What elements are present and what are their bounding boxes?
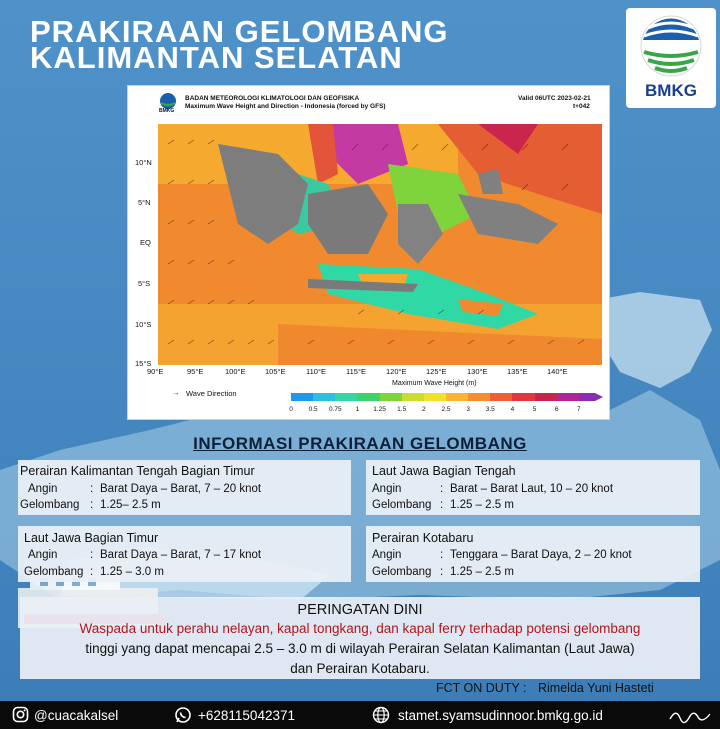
colorbar-tick-label: 5 bbox=[532, 406, 537, 413]
wave-height-map bbox=[158, 124, 602, 365]
lon-tick: 100°E bbox=[225, 367, 246, 376]
colorbar-tick-label: 6 bbox=[554, 406, 559, 413]
colorbar-segment bbox=[579, 393, 595, 401]
page-title-line-2: KALIMANTAN SELATAN bbox=[30, 40, 403, 75]
signature-icon bbox=[668, 706, 712, 727]
gelombang-value: 1.25– 2.5 m bbox=[100, 499, 161, 511]
warning-text bbox=[30, 619, 690, 679]
angin-value: Barat Daya – Barat, 7 – 17 knot bbox=[100, 549, 262, 561]
separator: : bbox=[90, 566, 94, 578]
colorbar-segment bbox=[468, 393, 490, 401]
website-link[interactable]: stamet.syamsudinnoor.bmkg.go.id bbox=[398, 708, 603, 723]
whatsapp-number[interactable]: +628115042371 bbox=[198, 708, 295, 723]
lon-tick: 105°E bbox=[265, 367, 286, 376]
forecast-card bbox=[366, 526, 700, 582]
globe-icon bbox=[372, 706, 390, 727]
separator: : bbox=[90, 549, 94, 561]
lat-tick: 5°S bbox=[138, 279, 151, 288]
angin-value: Tenggara – Barat Daya, 2 – 20 knot bbox=[450, 549, 632, 561]
colorbar-segment bbox=[291, 393, 313, 401]
gelombang-label: Gelombang bbox=[20, 499, 80, 511]
forecast-card bbox=[18, 526, 351, 582]
bmkg-small-logo-text: BMKG bbox=[159, 108, 175, 114]
colorbar-segment bbox=[535, 393, 557, 401]
colorbar-segment bbox=[313, 393, 335, 401]
colorbar-tick-label: 3.5 bbox=[485, 406, 495, 413]
colorbar-tick-label: 7 bbox=[577, 406, 581, 413]
lat-tick: 10°S bbox=[135, 320, 152, 329]
lat-tick: 5°N bbox=[138, 198, 151, 207]
lon-tick: 115°E bbox=[346, 367, 366, 376]
map-subtitle: Maximum Wave Height and Direction - Indonesia (forced by GFS) bbox=[185, 103, 386, 110]
colorbar-tick-label: 0 bbox=[289, 406, 293, 413]
lon-tick: 120°E bbox=[386, 367, 407, 376]
colorbar-segment bbox=[380, 393, 402, 401]
colorbar-tick-label: 4 bbox=[510, 406, 515, 413]
lon-tick: 130°E bbox=[467, 367, 488, 376]
colorbar bbox=[291, 393, 601, 401]
forecast-card bbox=[366, 460, 700, 515]
separator: : bbox=[440, 549, 444, 561]
warning-line: dan Perairan Kotabaru. bbox=[290, 661, 430, 676]
gelombang-value: 1.25 – 2.5 m bbox=[450, 566, 514, 578]
lon-tick: 110°E bbox=[306, 367, 326, 376]
bmkg-logo-text: BMKG bbox=[645, 81, 697, 100]
gelombang-label: Gelombang bbox=[24, 566, 84, 578]
angin-label: Angin bbox=[372, 483, 402, 495]
wave-direction-arrow-icon: → bbox=[172, 388, 180, 397]
separator: : bbox=[90, 499, 94, 511]
forecast-card bbox=[18, 460, 351, 515]
colorbar-segment bbox=[402, 393, 424, 401]
lat-tick: EQ bbox=[140, 238, 151, 247]
early-warning-box bbox=[20, 597, 700, 679]
gelombang-label: Gelombang bbox=[372, 499, 432, 511]
instagram-icon bbox=[12, 706, 29, 726]
angin-value: Barat – Barat Laut, 10 – 20 knot bbox=[450, 483, 614, 495]
colorbar-segment bbox=[490, 393, 512, 401]
colorbar-tick-label: 0.75 bbox=[328, 406, 342, 413]
bmkg-logo bbox=[626, 8, 716, 108]
lon-tick: 95°E bbox=[187, 367, 204, 376]
separator: : bbox=[440, 566, 444, 578]
wave-map-panel bbox=[127, 85, 610, 420]
instagram-handle[interactable]: @cuacakalsel bbox=[34, 708, 119, 723]
colorbar-segment bbox=[357, 393, 379, 401]
card-title: Perairan Kotabaru bbox=[372, 531, 474, 545]
lon-tick: 90°E bbox=[147, 367, 164, 376]
colorbar-segment bbox=[446, 393, 468, 401]
card-title: Laut Jawa Bagian Tengah bbox=[372, 464, 516, 478]
colorbar-tick-label: 2.5 bbox=[441, 406, 451, 413]
gelombang-value: 1.25 – 3.0 m bbox=[100, 566, 164, 578]
bmkg-emblem-icon bbox=[626, 8, 716, 80]
colorbar-tick-label: 1 bbox=[355, 406, 360, 413]
colorbar-tick-label: 0.5 bbox=[308, 406, 318, 413]
whatsapp-icon bbox=[174, 706, 192, 727]
lon-tick: 125°E bbox=[426, 367, 447, 376]
card-title: Laut Jawa Bagian Timur bbox=[24, 531, 159, 545]
colorbar-segment bbox=[424, 393, 446, 401]
separator: : bbox=[90, 483, 94, 495]
colorbar-tick-label: 1.25 bbox=[373, 406, 386, 413]
colorbar-title: Maximum Wave Height (m) bbox=[392, 380, 477, 387]
gelombang-label: Gelombang bbox=[372, 566, 432, 578]
separator: : bbox=[440, 499, 444, 511]
forecaster-on-duty bbox=[436, 681, 654, 695]
info-title: INFORMASI PRAKIRAAN GELOMBANG bbox=[193, 434, 527, 453]
page-title-line-1: PRAKIRAAN GELOMBANG bbox=[30, 14, 449, 49]
map-agency: BADAN METEOROLOGI KLIMATOLOGI DAN GEOFISIKA bbox=[185, 95, 360, 102]
warning-line: Waspada untuk perahu nelayan, kapal tongkang, dan kapal ferry terhadap potensi gelombang bbox=[79, 621, 641, 636]
wave-direction-label: Wave Direction bbox=[186, 389, 237, 398]
lon-tick: 135°E bbox=[507, 367, 528, 376]
colorbar-segment bbox=[557, 393, 579, 401]
colorbar-tick-label: 1.5 bbox=[397, 406, 407, 413]
duty-label: FCT ON DUTY : bbox=[436, 681, 527, 695]
footer-bar bbox=[0, 701, 720, 729]
colorbar-tick-label: 3 bbox=[466, 406, 470, 413]
card-title: Perairan Kalimantan Tengah Bagian Timur bbox=[20, 464, 255, 478]
warning-title: PERINGATAN DINI bbox=[297, 602, 423, 618]
colorbar-labels bbox=[291, 406, 601, 416]
angin-label: Angin bbox=[372, 549, 402, 561]
lat-tick: 10°N bbox=[135, 158, 152, 167]
map-lead-time: t+042 bbox=[573, 103, 590, 110]
colorbar-segment bbox=[512, 393, 534, 401]
angin-value: Barat Daya – Barat, 7 – 20 knot bbox=[100, 483, 262, 495]
angin-label: Angin bbox=[28, 549, 58, 561]
map-valid-time: Valid 06UTC 2023-02-21 bbox=[518, 95, 591, 102]
angin-label: Angin bbox=[28, 483, 58, 495]
lat-tick: 15°S bbox=[135, 359, 152, 368]
warning-line: tinggi yang dapat mencapai 2.5 – 3.0 m di wilayah Perairan Selatan Kalimantan (Laut Jawa) bbox=[85, 641, 635, 656]
duty-name: Rimelda Yuni Hasteti bbox=[538, 681, 654, 695]
colorbar-arrow-tip bbox=[595, 393, 603, 401]
gelombang-value: 1.25 – 2.5 m bbox=[450, 499, 514, 511]
colorbar-segment bbox=[335, 393, 357, 401]
colorbar-tick-label: 2 bbox=[422, 406, 426, 413]
lon-tick: 140°E bbox=[547, 367, 568, 376]
separator: : bbox=[440, 483, 444, 495]
